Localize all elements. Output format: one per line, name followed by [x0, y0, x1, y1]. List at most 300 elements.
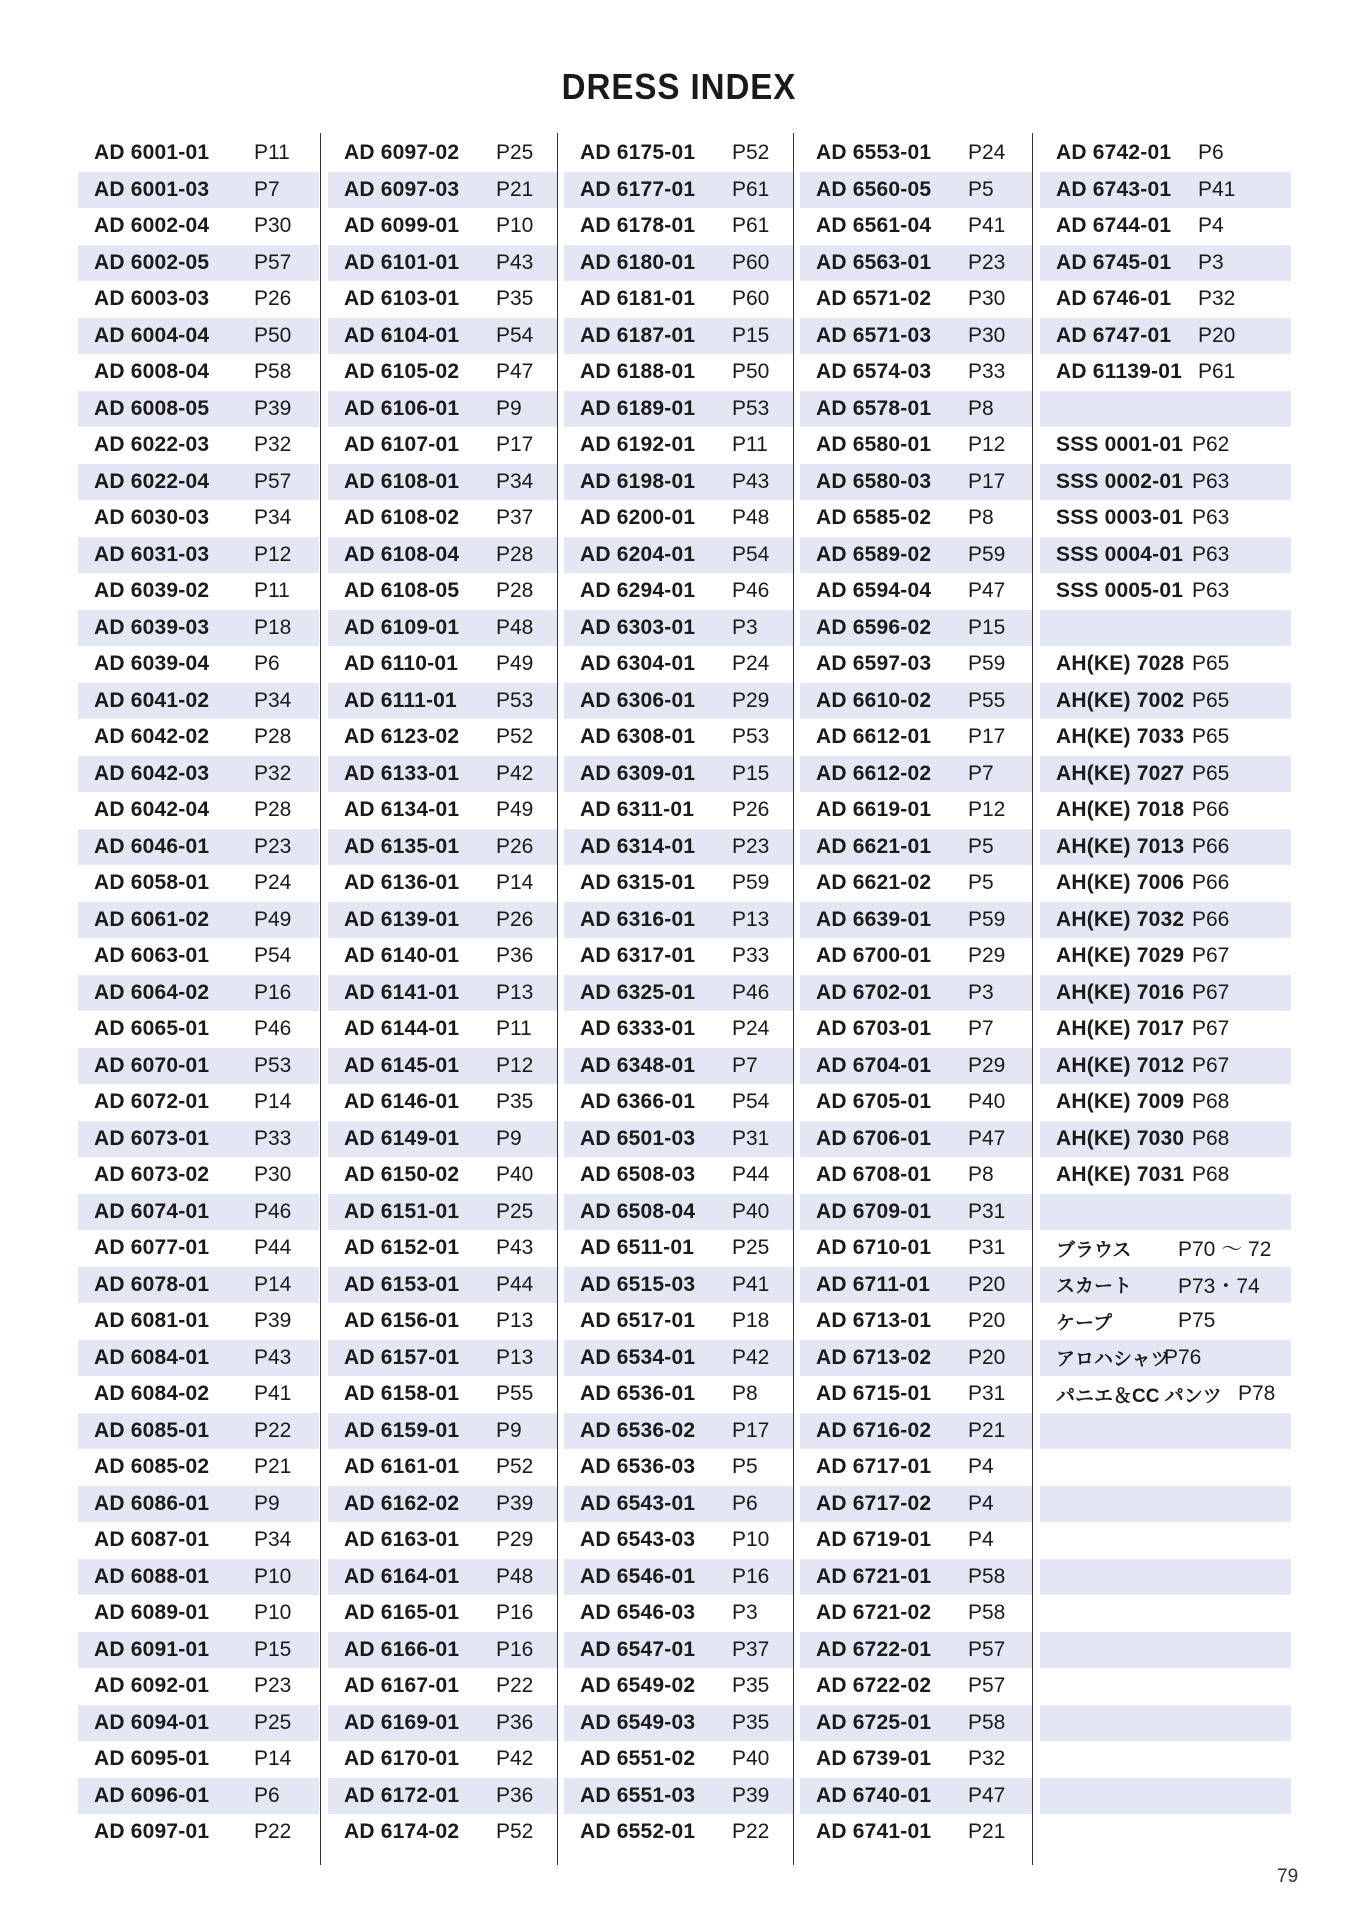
item-page: P12 — [968, 798, 1006, 822]
index-row — [800, 1121, 1032, 1158]
item-code: AD 6003-03 — [94, 287, 210, 311]
index-row — [1040, 1303, 1291, 1340]
item-code: AD 6192-01 — [580, 433, 696, 457]
item-page: P26 — [732, 798, 770, 822]
index-row — [564, 1449, 794, 1486]
item-page: P13 — [496, 980, 534, 1004]
index-row — [328, 245, 558, 282]
page-number: 79 — [1277, 1866, 1299, 1887]
item-code: AD 6170-01 — [344, 1747, 460, 1771]
item-page: P23 — [732, 834, 770, 858]
item-code: AD 6165-01 — [344, 1601, 460, 1625]
item-page: P4 — [968, 1455, 994, 1479]
index-row — [564, 829, 794, 866]
item-page: P39 — [254, 1309, 292, 1333]
item-page: P20 — [968, 1272, 1006, 1296]
index-row — [1040, 683, 1291, 720]
index-row — [564, 646, 794, 683]
index-row — [564, 683, 794, 720]
index-row — [78, 1267, 319, 1304]
index-row — [1040, 792, 1291, 829]
index-row — [328, 1267, 558, 1304]
item-code: AD 6095-01 — [94, 1747, 210, 1771]
index-row — [328, 1194, 558, 1231]
item-code: AD 6721-02 — [816, 1601, 932, 1625]
item-page: P11 — [254, 579, 290, 603]
item-code: AH(KE) 7006 — [1056, 871, 1185, 895]
item-page: P31 — [732, 1126, 770, 1150]
item-page: P54 — [254, 944, 292, 968]
item-page: P36 — [496, 1710, 534, 1734]
item-page: P54 — [496, 323, 534, 347]
item-code: AD 6563-01 — [816, 250, 932, 274]
index-row — [328, 1705, 558, 1742]
item-code: パニエ＆CC パンツ — [1056, 1385, 1222, 1407]
index-row — [328, 135, 558, 172]
item-page: P67 — [1192, 944, 1230, 968]
index-row — [800, 537, 1032, 574]
item-page: P30 — [254, 214, 292, 238]
item-code: AD 6702-01 — [816, 980, 932, 1004]
item-page: P53 — [496, 688, 534, 712]
index-row — [78, 829, 319, 866]
item-page: P62 — [1192, 433, 1230, 457]
index-row — [564, 245, 794, 282]
item-code: AD 6108-01 — [344, 469, 460, 493]
item-page: P42 — [496, 1747, 534, 1771]
item-page: P35 — [732, 1710, 770, 1734]
item-code: AD 6063-01 — [94, 944, 210, 968]
item-page: P35 — [496, 1090, 534, 1114]
index-row — [328, 1121, 558, 1158]
item-page: P13 — [732, 907, 770, 931]
item-code: AD 6571-03 — [816, 323, 932, 347]
item-page: P34 — [254, 688, 292, 712]
index-row — [78, 865, 319, 902]
item-code: AD 6309-01 — [580, 761, 696, 785]
item-page: P36 — [496, 944, 534, 968]
item-code: AD 6552-01 — [580, 1820, 696, 1844]
item-code: AD 6546-03 — [580, 1601, 696, 1625]
index-row — [800, 610, 1032, 647]
item-code: AD 6571-02 — [816, 287, 932, 311]
index-row — [564, 1632, 794, 1669]
index-row — [800, 1559, 1032, 1596]
index-row — [564, 1376, 794, 1413]
item-page: P5 — [968, 871, 994, 895]
item-code: AD 6106-01 — [344, 396, 460, 420]
item-code: AD 6612-01 — [816, 725, 932, 749]
item-code: AD 6133-01 — [344, 761, 460, 785]
item-code: AD 6713-01 — [816, 1309, 932, 1333]
index-row — [800, 318, 1032, 355]
index-row — [1040, 500, 1291, 537]
item-code: AH(KE) 7032 — [1056, 907, 1185, 931]
item-code: AD 6314-01 — [580, 834, 696, 858]
index-row — [800, 1449, 1032, 1486]
index-row — [564, 865, 794, 902]
item-code: AD 6175-01 — [580, 141, 696, 165]
index-row — [328, 1449, 558, 1486]
item-page: P31 — [968, 1199, 1006, 1223]
item-page: P8 — [732, 1382, 758, 1406]
item-code: AD 6039-03 — [94, 615, 210, 639]
item-code: AD 6705-01 — [816, 1090, 932, 1114]
item-code: AH(KE) 7029 — [1056, 944, 1185, 968]
item-page: P43 — [496, 1236, 534, 1260]
index-row — [564, 172, 794, 209]
index-row — [78, 1522, 319, 1559]
item-code: AD 6105-02 — [344, 360, 460, 384]
item-code: AD 6141-01 — [344, 980, 460, 1004]
item-code: AH(KE) 7016 — [1056, 980, 1185, 1004]
index-row — [1040, 975, 1291, 1012]
item-code: AD 6333-01 — [580, 1017, 696, 1041]
index-row — [78, 318, 319, 355]
item-code: AD 6004-04 — [94, 323, 210, 347]
index-row — [800, 464, 1032, 501]
item-page: P36 — [496, 1783, 534, 1807]
item-code: AD 6551-03 — [580, 1783, 696, 1807]
index-row — [564, 1741, 794, 1778]
item-code: AD 6042-04 — [94, 798, 210, 822]
item-page: P43 — [254, 1345, 292, 1369]
index-row — [800, 1778, 1032, 1815]
item-page: P66 — [1192, 798, 1230, 822]
item-code: AD 6534-01 — [580, 1345, 696, 1369]
item-page: P65 — [1192, 725, 1230, 749]
index-row — [1040, 1011, 1291, 1048]
index-row — [564, 1705, 794, 1742]
item-code: AD 6181-01 — [580, 287, 696, 311]
index-row — [800, 245, 1032, 282]
item-page: P18 — [254, 615, 292, 639]
item-page: P3 — [732, 1601, 758, 1625]
item-page: P39 — [732, 1783, 770, 1807]
item-code: SSS 0003-01 — [1056, 506, 1184, 530]
item-page: P21 — [496, 177, 534, 201]
item-page: P15 — [732, 761, 770, 785]
item-page: P54 — [732, 542, 770, 566]
index-row — [800, 500, 1032, 537]
item-code: AD 6739-01 — [816, 1747, 932, 1771]
item-page: P6 — [254, 652, 280, 676]
item-code: AD 6084-02 — [94, 1382, 210, 1406]
index-row — [328, 1376, 558, 1413]
column-divider — [793, 133, 794, 1865]
item-code: AD 6073-02 — [94, 1163, 210, 1187]
item-page: P58 — [968, 1710, 1006, 1734]
index-row — [328, 1595, 558, 1632]
item-code: AD 6703-01 — [816, 1017, 932, 1041]
item-page: P10 — [254, 1601, 292, 1625]
item-code: AD 6639-01 — [816, 907, 932, 931]
item-code: AD 6031-03 — [94, 542, 210, 566]
item-page: P12 — [496, 1053, 534, 1077]
index-row — [1040, 1413, 1291, 1450]
index-row — [564, 391, 794, 428]
item-page: P33 — [732, 944, 770, 968]
item-page: P52 — [496, 725, 534, 749]
item-code: AD 6145-01 — [344, 1053, 460, 1077]
index-row — [78, 354, 319, 391]
item-page: P76 — [1164, 1345, 1202, 1369]
item-code: AD 6745-01 — [1056, 250, 1172, 274]
item-page: P29 — [496, 1528, 534, 1552]
item-code: AD 6594-04 — [816, 579, 932, 603]
item-page: P66 — [1192, 834, 1230, 858]
item-code: AD 6744-01 — [1056, 214, 1172, 238]
index-row — [1040, 245, 1291, 282]
item-code: AD 6551-02 — [580, 1747, 696, 1771]
index-row — [78, 391, 319, 428]
item-page: P9 — [496, 396, 522, 420]
index-row — [328, 683, 558, 720]
index-row — [1040, 1595, 1291, 1632]
index-row — [800, 1376, 1032, 1413]
item-page: P29 — [968, 944, 1006, 968]
item-code: SSS 0004-01 — [1056, 542, 1184, 566]
item-code: AD 6008-05 — [94, 396, 210, 420]
item-code: AD 6710-01 — [816, 1236, 932, 1260]
index-row — [564, 610, 794, 647]
item-code: AD 6042-02 — [94, 725, 210, 749]
item-page: P63 — [1192, 579, 1230, 603]
index-row — [1040, 1230, 1291, 1267]
index-row — [328, 1157, 558, 1194]
item-page: P52 — [732, 141, 770, 165]
item-page: P10 — [254, 1564, 292, 1588]
item-page: P49 — [496, 798, 534, 822]
index-row — [78, 719, 319, 756]
item-page: P39 — [254, 396, 292, 420]
index-row — [564, 792, 794, 829]
item-page: P60 — [732, 287, 770, 311]
index-row — [1040, 719, 1291, 756]
item-page: P29 — [968, 1053, 1006, 1077]
item-code: AD 6536-03 — [580, 1455, 696, 1479]
item-page: P57 — [254, 469, 292, 493]
index-row — [800, 1048, 1032, 1085]
item-code: AD 6073-01 — [94, 1126, 210, 1150]
item-code: AD 6074-01 — [94, 1199, 210, 1223]
item-code: AD 6140-01 — [344, 944, 460, 968]
item-page: P55 — [496, 1382, 534, 1406]
item-code: AD 6515-03 — [580, 1272, 696, 1296]
index-row — [800, 1303, 1032, 1340]
index-row — [1040, 1194, 1291, 1231]
index-row — [78, 1814, 319, 1851]
index-row — [78, 1559, 319, 1596]
item-code: AD 6162-02 — [344, 1491, 460, 1515]
index-row — [800, 1595, 1032, 1632]
item-page: P24 — [254, 871, 292, 895]
item-page: P41 — [968, 214, 1006, 238]
index-row — [328, 1778, 558, 1815]
index-row — [1040, 1778, 1291, 1815]
item-code: AD 6549-02 — [580, 1674, 696, 1698]
item-code: AD 6547-01 — [580, 1637, 696, 1661]
index-row — [1040, 1668, 1291, 1705]
item-page: P17 — [732, 1418, 770, 1442]
item-code: ケープ — [1056, 1312, 1113, 1334]
index-row — [78, 1084, 319, 1121]
index-row — [78, 172, 319, 209]
item-code: AD 6508-03 — [580, 1163, 696, 1187]
item-page: P70 ～ 72 — [1178, 1238, 1272, 1262]
index-row — [800, 1084, 1032, 1121]
item-code: AD 6108-02 — [344, 506, 460, 530]
item-code: AD 6108-04 — [344, 542, 460, 566]
item-code: AD 6722-02 — [816, 1674, 932, 1698]
item-page: P44 — [496, 1272, 534, 1296]
index-row — [78, 245, 319, 282]
index-row — [78, 1157, 319, 1194]
index-row — [1040, 1084, 1291, 1121]
item-page: P14 — [254, 1090, 292, 1114]
index-row — [1040, 1376, 1291, 1413]
item-code: AD 6146-01 — [344, 1090, 460, 1114]
index-row — [328, 1559, 558, 1596]
item-code: AD 6161-01 — [344, 1455, 460, 1479]
item-page: P57 — [968, 1674, 1006, 1698]
item-code: AD 6094-01 — [94, 1710, 210, 1734]
item-code: AD 6189-01 — [580, 396, 696, 420]
item-code: AD 6046-01 — [94, 834, 210, 858]
item-page: P14 — [496, 871, 534, 895]
index-row — [328, 1340, 558, 1377]
item-code: AD 6002-04 — [94, 214, 210, 238]
item-code: AD 6204-01 — [580, 542, 696, 566]
item-code: AD 6108-05 — [344, 579, 460, 603]
item-page: P15 — [968, 615, 1006, 639]
item-page: P53 — [254, 1053, 292, 1077]
item-page: P42 — [732, 1345, 770, 1369]
item-code: AD 6064-02 — [94, 980, 210, 1004]
index-row — [564, 537, 794, 574]
item-code: AD 6086-01 — [94, 1491, 210, 1515]
item-page: P60 — [732, 250, 770, 274]
item-page: P7 — [968, 761, 994, 785]
index-row — [800, 135, 1032, 172]
index-row — [800, 1668, 1032, 1705]
item-page: P8 — [968, 1163, 994, 1187]
index-row — [1040, 1705, 1291, 1742]
item-code: AD 6097-03 — [344, 177, 460, 201]
item-code: AD 6166-01 — [344, 1637, 460, 1661]
item-code: AD 6107-01 — [344, 433, 460, 457]
index-column-2 — [328, 135, 558, 1851]
item-code: AD 6085-01 — [94, 1418, 210, 1442]
item-page: P15 — [254, 1637, 292, 1661]
index-row — [800, 573, 1032, 610]
index-row — [78, 135, 319, 172]
item-page: P54 — [732, 1090, 770, 1114]
item-code: AD 6167-01 — [344, 1674, 460, 1698]
item-code: AH(KE) 7017 — [1056, 1017, 1185, 1041]
item-page: P67 — [1192, 1017, 1230, 1041]
item-code: AD 6700-01 — [816, 944, 932, 968]
item-code: AD 6508-04 — [580, 1199, 696, 1223]
item-code: AD 6030-03 — [94, 506, 210, 530]
item-page: P15 — [732, 323, 770, 347]
item-code: AD 6058-01 — [94, 871, 210, 895]
item-page: P40 — [496, 1163, 534, 1187]
index-row — [800, 1194, 1032, 1231]
item-code: AD 6153-01 — [344, 1272, 460, 1296]
item-page: P32 — [254, 433, 292, 457]
index-row — [564, 1814, 794, 1851]
item-code: AD 6152-01 — [344, 1236, 460, 1260]
item-page: P52 — [496, 1455, 534, 1479]
item-page: P29 — [732, 688, 770, 712]
index-row — [78, 646, 319, 683]
item-code: AD 6070-01 — [94, 1053, 210, 1077]
item-page: P48 — [496, 1564, 534, 1588]
index-row — [78, 610, 319, 647]
index-row — [800, 427, 1032, 464]
index-row — [328, 792, 558, 829]
item-page: P28 — [496, 579, 534, 603]
item-page: P68 — [1192, 1090, 1230, 1114]
index-row — [564, 1157, 794, 1194]
item-page: P47 — [968, 1126, 1006, 1150]
item-code: AD 6704-01 — [816, 1053, 932, 1077]
item-page: P68 — [1192, 1126, 1230, 1150]
item-page: P21 — [968, 1418, 1006, 1442]
item-code: AD 6008-04 — [94, 360, 210, 384]
index-row — [800, 683, 1032, 720]
index-row — [800, 391, 1032, 428]
item-code: AD 6039-02 — [94, 579, 210, 603]
index-row — [564, 281, 794, 318]
index-row — [1040, 281, 1291, 318]
item-code: AD 6109-01 — [344, 615, 460, 639]
index-row — [564, 1413, 794, 1450]
item-code: AD 6543-03 — [580, 1528, 696, 1552]
index-row — [1040, 208, 1291, 245]
index-row — [1040, 427, 1291, 464]
item-page: P43 — [732, 469, 770, 493]
index-row — [1040, 1157, 1291, 1194]
item-code: AD 6536-02 — [580, 1418, 696, 1442]
index-row — [78, 902, 319, 939]
item-code: AD 6742-01 — [1056, 141, 1172, 165]
item-page: P48 — [496, 615, 534, 639]
item-code: AD 6709-01 — [816, 1199, 932, 1223]
item-code: AD 6610-02 — [816, 688, 932, 712]
index-row — [78, 537, 319, 574]
index-row — [1040, 135, 1291, 172]
item-code: AD 6589-02 — [816, 542, 932, 566]
item-page: P26 — [496, 907, 534, 931]
item-page: P49 — [496, 652, 534, 676]
index-row — [78, 1340, 319, 1377]
item-page: P24 — [732, 652, 770, 676]
index-row — [78, 1741, 319, 1778]
item-page: P43 — [496, 250, 534, 274]
item-code: AD 6501-03 — [580, 1126, 696, 1150]
item-page: P25 — [496, 1199, 534, 1223]
item-page: P42 — [496, 761, 534, 785]
index-row — [564, 1121, 794, 1158]
index-row — [800, 1814, 1032, 1851]
item-code: AD 6178-01 — [580, 214, 696, 238]
index-row — [78, 1486, 319, 1523]
item-page: P20 — [1198, 323, 1236, 347]
item-code: AD 6585-02 — [816, 506, 932, 530]
index-row — [1040, 865, 1291, 902]
